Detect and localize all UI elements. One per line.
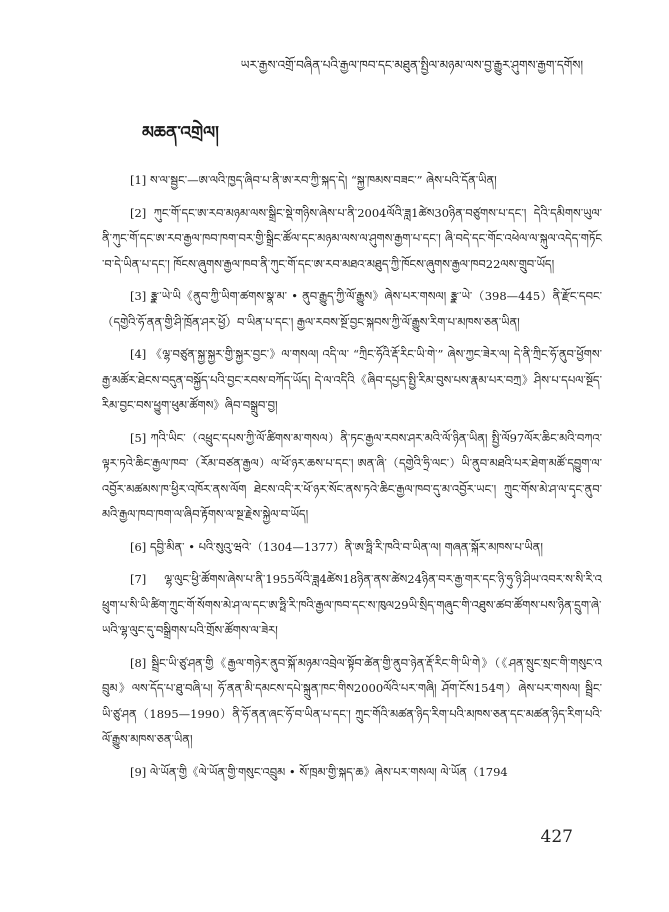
- note-item: [8] སྦྲིང་ཡི་ཙུ་ཤན་གྱི《རྒྱལ་གཉེར་ནུབ་སྐོ་མཉམ་འབྲེལ་སྟོབ་ཚེན་གྱི་ནུབ་ཉེན་རྡོ་རིང་གི་ཡི་གེ》（《ཤན་སྲུང་སྲང་གི་གསུང་འབྲུམ》ལས་དོད་པ་ཐུ་བཞི་པ། ཧོ་ནན་མི་དམངས་དཔེ་སྐྲུན་ཁང་གིས2000ལོའི་པར་གཞི། ཤོག་ངོས154ག）ཞེས་པར་གསལ། སྦྲིང་ཡི་ཙུ་ཤན（1895—1990）ནི་ཧོ་ནན་ཞང་ཧོ་བ་ཡིན་པ་དང་། ཀྲུང་གོའི་མཚན་ཉིད་རིག་པའི་མཁས་ཅན་དང་མཚན་ཉིད་རིག་པའི་ལོ་རྒྱུས་མཁས་ཅན་ཡིན།: [102, 655, 602, 746]
- note-item: [2] ཀུང་གོ་དང་ཨ་རབ་མཉམ་ལས་སྒྲིང་སྡེ་གཉིས་ཞེས་པ་ནི་2004ལོའི་ཟླ1ཚེས30ཉིན་བཙུགས་པ་དང་། དེའི་དམིགས་ཡུལ་ནི་ཀུང་གོ་དང་ཨ་རབ་རྒྱལ་ཁབ་ཁག་བར་གྱི་སྒྲིང་ཚོལ་དང་མཉམ་ལས་ལ་ཤུགས་རྒྱག་པ་དང་། ཞི་བདེ་དང་གོང་འཕེལ་ལ་སྐུལ་འདེད་གཏོང་བ་དེ་ཡིན་པ་དང་། ཁོངས་ཞུགས་རྒྱལ་ཁབ་ནི་ཀུང་གོ་དང་ཨ་རབ་མཐའ་མཐུད་ཀྱི་ཁོངས་ཞུགས་རྒྱལ་ཁབ22ལས་གྲུབ་ཡོད།: [102, 205, 602, 271]
- note-item: [6] དབྱི་མིན་ • པའི་སུའུ་ཝའེ་（1304—1377）ནི་ཨ་ཧྥི་རི་ཁའི་བ་ཡིན་ལ། གཞན་སྐོར་མཁས་པ་ཡིན།: [130, 539, 543, 554]
- section-title: མཆན་འགྲེལ།: [142, 123, 219, 143]
- note-item: [1] ས་ལ་སྦྱང་—ཨ་ལའི་ཁྱད་ཞིབ་པ་ནི་ཨ་རབ་ཀྱི་སྐད་དེ། “སྐྱ་ཁམས་བཟང་” ཞེས་པའི་དོན་ཡིན།: [130, 173, 497, 187]
- note-item: [9] ལེ་ཡོན་གྱི《ལེ་ཡོན་གྱི་གསུང་འབྲུམ • སོ་ཁྲམ་གྱི་སྐད་ཆ》ཞེས་པར་གསལ། ལེ་ཡོན（1794: [130, 764, 508, 779]
- notes-list: [102, 168, 602, 792]
- note-item: [7] ལྷ་ལུང་ཕྱི་ཚོགས་ཞེས་པ་ནི་1955ལོའི་ཟླ4ཚེས18ཉིན་ནས་ཚེས24ཉིན་བར་རྒྱ་གར་དང་ཉི་ཧུ་ཉི་ཤིཡ་འབར་ས་སི་རི་འཕྲུག་པ་སི་ཡི་ཚིག་ཀྲུང་གོ་སོགས་མེ་ཤ་ལ་དང་ཨ་ཧྥི་རི་ཁའི་རྒྱལ་ཁབ་དང་ས་ཁུལ29ཡི་སྲིད་གཞུང་གི་འཐུས་ཚབ་ཚོགས་པས་ཉིན་དྲུག་ཞེ་ཡའི་ལྷ་ལུང་དུ་བསྒྲིགས་པའི་གྲོས་ཚོགས་ལ་ཟེར།: [102, 572, 602, 637]
- note-item: [5] ཀའི་ཡིང་（འཕྲུང་དཔས་ཀྱི་ལོ་ཚིགས་མ་གསལ）ནི་ཏང་རྒྱལ་རབས་ཤར་མའི་ལོ་ཉིན་ཡིན། སྤྱི་ལོ97ལོར་ཆིང་མའི་བཀའ་ལྟར་ཏའེ་ཆིང་རྒྱལ་ཁབ་（རོམ་བཙན་རྒྱལ）ལ་ཕོ་ཉར་ཆས་པ་དང་། ཨན་ཞི་（དགྱེའི་ཧྲི་ལང་）ཡི་ནུབ་མཐའི་པར་ཐེག་མཚོ་དབྱུག་ལ་འབྱོར་མཚམས་ཁ་ཕྱིར་འཁོར་ནས་ལོག ཐེངས་འདི་ར་ཕོ་ཉར་སོང་ནས་ཏའེ་ཆིང་རྒྱལ་ཁབ་དུ་མ་འབྱོར་ཡང་། ཀྲུང་གོས་མེ་ཤ་ལ་དྭང་ནུབ་མའི་རྒྱལ་ཁབ་ཁག་ལ་ཞིབ་རྟོགས་ལ་སྔ་རྗེས་སྐྱེལ་བ་ཡོད།: [102, 430, 602, 521]
- note-item: [3] རྩྣ་ཡེ་ཡི《ནུབ་ཀྱི་ཡིག་ཚགས་སྣ་མ་ • ནུབ་རྒྱུད་ཀྱི་ལོ་རྒྱུས》ཞེས་པར་གསལ། རྩྣ་ཡེ་（398—445）ནི་རྫོང་དབང་（དགྱེའི་ཧོ་ནན་གྱི་ཤི་ཁྲོན་ཤར་ཕྱོ）བ་ཡིན་པ་དང་། རྒྱལ་རབས་སྔོ་བྱང་སྐབས་ཀྱི་ལོ་རྒྱུས་རིག་པ་མཁས་ཅན་ཡིན།: [102, 289, 602, 329]
- note-item: [4] 《ལྷ་བཙུན་སྐྱ་སྐྱར་གྱི་སྐྱར་བྱང་》ལ་གསལ། འདི་ལ་ “ཀྲིང་ཧོའི་རྡོ་རིང་ཡི་གེ་” ཞེས་ཀྱང་ཟེར་ལ། དེ་ནི་ཀྲིང་ཧོ་ནུབ་ཕྱོགས་རྒྱ་མཚོར་ཐེངས་བདུན་བསྐྱོད་པའི་བྱང་རབས་བཀོད་ཡོད། དེ་ལ་འདིའི《ཞིབ་དཔྱད་སྤྱི་རིམ་བུས་པས་རྣམ་པར་བཀྲ》ཤིས་པ་དཔལ་སྔོད་རིམ་བྱང་བས་ཕྱུག་ཕུམ་ཚོགས》ཞིབ་བསྒྲུབ་བྱ།: [102, 347, 602, 412]
- page-number: 427: [540, 827, 573, 847]
- running-header: ཡར་རྒྱས་འགྲོ་བཞིན་པའི་རྒྱལ་ཁབ་དང་མཐུན་སྤྱིལ་མཉམ་ལས་བྱ་རྒྱུར་ཤུགས་རྒྱག་དགོས།: [240, 58, 583, 72]
